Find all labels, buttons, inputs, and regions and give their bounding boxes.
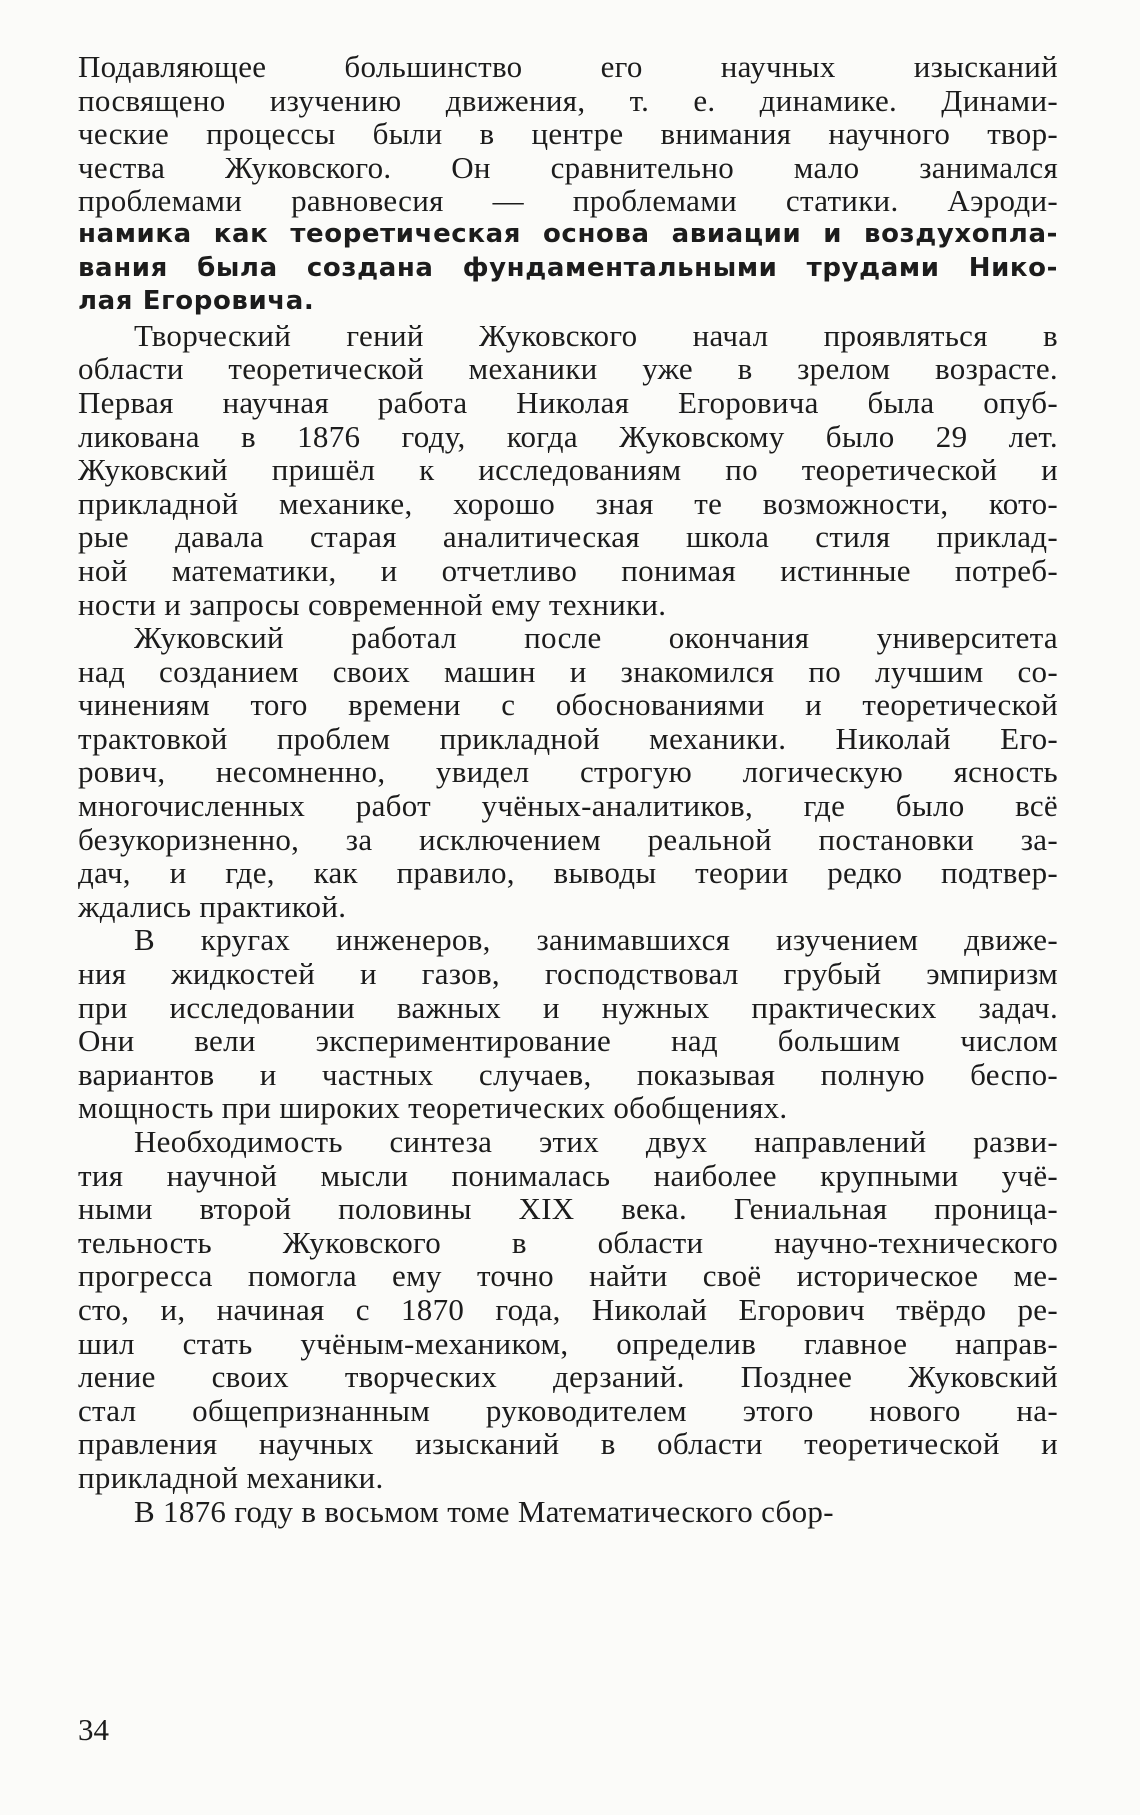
paragraph bbox=[78, 621, 1058, 923]
paragraph bbox=[78, 319, 1058, 621]
text-line: ния жидкостей и газов, господствовал грубый эмпиризм bbox=[78, 956, 1058, 992]
text-line: дач, и где, как правило, выводы теории редко подтвер- bbox=[78, 855, 1058, 891]
text-line: ждались практикой. bbox=[78, 888, 347, 924]
text-line: ными второй половины XIX века. Гениальная проница- bbox=[78, 1191, 1058, 1227]
text-line: ной математики, и отчетливо понимая истинные потреб- bbox=[78, 552, 1058, 588]
text-line: многочисленных работ учёных-аналитиков, где было всё bbox=[78, 788, 1058, 824]
text-line: прогресса помогла ему точно найти своё историческое ме- bbox=[78, 1258, 1058, 1294]
text-line: безукоризненно, за исключением реальной постановки за- bbox=[78, 821, 1058, 857]
text-line: намика как теоретическая основа авиации и воздухопла- bbox=[78, 218, 1058, 249]
text-line: стал общепризнанным руководителем этого нового на- bbox=[78, 1392, 1058, 1428]
paragraph bbox=[78, 1495, 1058, 1529]
text-line: ликована в 1876 году, когда Жуковскому было 29 лет. bbox=[78, 418, 1058, 454]
text-line: области теоретической механики уже в зрелом возрасте. bbox=[78, 351, 1058, 387]
text-line: лая Егоровича. bbox=[78, 286, 315, 317]
text-line: Необходимость синтеза этих двух направлений разви- bbox=[134, 1124, 1058, 1159]
text-line: шил стать учёным-механиком, определив главное направ- bbox=[78, 1325, 1058, 1361]
text-line: тия научной мысли понималась наиболее крупными учё- bbox=[78, 1157, 1058, 1193]
text-line: вания была создана фундаментальными трудами Нико- bbox=[78, 252, 1058, 283]
text-line: Первая научная работа Николая Егоровича была опуб- bbox=[78, 384, 1058, 420]
text-line: прикладной механике, хорошо зная те возможности, кото- bbox=[78, 485, 1058, 521]
text-line: В 1876 году в восьмом томе Математического сбор- bbox=[134, 1493, 834, 1529]
text-line: проблемами равновесия — проблемами статики. Аэроди- bbox=[78, 183, 1058, 219]
text-line: чества Жуковского. Он сравнительно мало занимался bbox=[78, 149, 1058, 185]
page-number: 34 bbox=[78, 1712, 109, 1747]
paragraph bbox=[78, 923, 1058, 1125]
text-line: Жуковский работал после окончания университета bbox=[134, 620, 1058, 656]
text-line: посвящено изучению движения, т. е. динамике. Динами- bbox=[78, 82, 1058, 118]
paragraph bbox=[78, 50, 1058, 319]
text-line: ческие процессы были в центре внимания научного твор- bbox=[78, 116, 1058, 152]
text-line: тельность Жуковского в области научно-технического bbox=[78, 1224, 1058, 1260]
text-line: при исследовании важных и нужных практических задач. bbox=[78, 989, 1058, 1025]
text-line: сто, и, начиная с 1870 года, Николай Егорович твёрдо ре- bbox=[78, 1291, 1058, 1327]
text-line: над созданием своих машин и знакомился по лучшим со- bbox=[78, 653, 1058, 689]
text-line: мощность при широких теоретических обобщениях. bbox=[78, 1090, 788, 1126]
text-line: прикладной механики. bbox=[78, 1459, 384, 1495]
body-text bbox=[78, 50, 1058, 1528]
text-line: трактовкой проблем прикладной механики. Николай Его- bbox=[78, 720, 1058, 756]
text-line: ности и запросы современной ему техники. bbox=[78, 586, 667, 622]
text-line: вариантов и частных случаев, показывая полную беспо- bbox=[78, 1056, 1058, 1092]
text-line: Они вели экспериментирование над большим числом bbox=[78, 1023, 1058, 1059]
text-line: В кругах инженеров, занимавшихся изучением движе- bbox=[134, 922, 1058, 958]
text-line: рович, несомненно, увидел строгую логическую ясность bbox=[78, 754, 1058, 790]
text-line: Творческий гений Жуковского начал проявляться в bbox=[134, 317, 1058, 353]
text-line: Жуковский пришёл к исследованиям по теоретической и bbox=[78, 452, 1058, 488]
text-line: чинениям того времени с обоснованиями и теоретической bbox=[78, 687, 1058, 723]
text-line: Подавляющее большинство его научных изысканий bbox=[78, 49, 1058, 84]
text-line: ление своих творческих дерзаний. Позднее Жуковский bbox=[78, 1359, 1058, 1395]
paragraph bbox=[78, 1125, 1058, 1495]
text-line: рые давала старая аналитическая школа стиля приклад- bbox=[78, 519, 1058, 555]
text-line: правления научных изысканий в области теоретической и bbox=[78, 1426, 1058, 1462]
